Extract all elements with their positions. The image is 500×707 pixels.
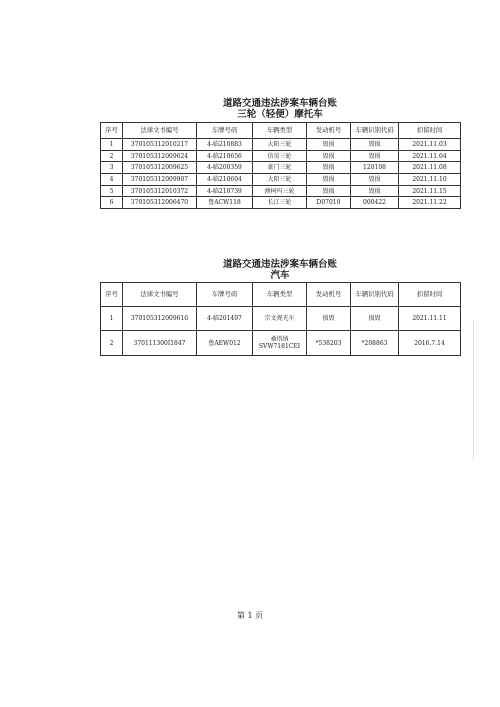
table-row	[101, 197, 461, 209]
table-cell: 4	[101, 174, 123, 186]
table-cell: 澳柯玛三轮	[253, 185, 307, 197]
table-cell: 370105312009907	[123, 174, 197, 186]
ledger-subtitle: 三轮（轻便）摩托车	[237, 109, 323, 120]
table-cell: 毁损	[351, 139, 399, 151]
table-cell: 宗文观光车	[253, 307, 307, 331]
table-cell: 2021.11.03	[399, 139, 461, 151]
header-cell: 序号	[101, 123, 123, 139]
car-ledger-table	[100, 282, 461, 356]
header-cell: 发动机号	[307, 123, 351, 139]
table-cell: 3	[101, 162, 123, 174]
table-cell: 370105312009616	[123, 307, 197, 331]
table-cell: 毁损	[351, 150, 399, 162]
table-cell: *538203	[307, 331, 351, 356]
table-cell: 2	[101, 150, 123, 162]
header-cell: 法律文书编号	[123, 283, 197, 307]
ledger-subtitle: 汽车	[270, 270, 290, 281]
table-cell: 2021.11.10	[399, 174, 461, 186]
table-cell: 4-临200359	[197, 162, 253, 174]
header-cell: 序号	[101, 283, 123, 307]
table-cell: 6	[101, 197, 123, 209]
table-cell: 大阳三轮	[253, 139, 307, 151]
table-cell: 损毁	[307, 307, 351, 331]
table-cell: 4-临210739	[197, 185, 253, 197]
header-cell: 发动机号	[307, 283, 351, 307]
header-cell: 车辆识别代码	[351, 123, 399, 139]
table-row	[101, 162, 461, 174]
table-cell: 2021.11.22	[399, 197, 461, 209]
table-cell: 4-临210604	[197, 174, 253, 186]
header-cell: 车牌号码	[197, 283, 253, 307]
table-cell: 毁损	[351, 185, 399, 197]
table-cell: 毁损	[307, 185, 351, 197]
vehicle-type-line: 桑塔纳	[270, 336, 289, 343]
table-cell: 1	[101, 139, 123, 151]
header-cell: 车辆识别代码	[351, 283, 399, 307]
header-cell: 扣留时间	[399, 283, 461, 307]
table-cell: 2021.11.11	[399, 307, 461, 331]
vehicle-type-line: SVW7181CEI	[258, 343, 301, 350]
table-row	[101, 185, 461, 197]
table-cell: 毁损	[351, 174, 399, 186]
table-row	[101, 174, 461, 186]
table-cell: 4-临210656	[197, 150, 253, 162]
table-cell: 毁损	[307, 150, 351, 162]
table-cell: 鲁ACW118	[197, 197, 253, 209]
table-cell: 370105312009624	[123, 150, 197, 162]
table-cell: 370105312009625	[123, 162, 197, 174]
table-cell: 2021.11.04	[399, 150, 461, 162]
table-cell: 370105312006470	[123, 197, 197, 209]
table-cell: 2	[101, 331, 123, 356]
table-cell: 2021.11.08	[399, 162, 461, 174]
header-cell: 车辆类型	[253, 283, 307, 307]
ledger-title: 道路交通违法涉案车辆台账	[222, 259, 337, 270]
header-cell: 车辆类型	[253, 123, 307, 139]
table-cell: 5	[101, 185, 123, 197]
table-cell: D07010	[307, 197, 351, 209]
table-row	[101, 150, 461, 162]
table-header-row	[101, 283, 461, 307]
table-cell: 豪门三轮	[253, 162, 307, 174]
ledger-title: 道路交通违法涉案车辆台账	[222, 98, 337, 109]
table-cell: 信昊三轮	[253, 150, 307, 162]
table-cell: 毁损	[307, 139, 351, 151]
table-cell: 4-临201497	[197, 307, 253, 331]
table-cell: 长江三轮	[253, 197, 307, 209]
table-cell: 2021.11.15	[399, 185, 461, 197]
table-cell: 鲁AEW012	[197, 331, 253, 356]
page-edge-line	[473, 320, 474, 460]
table-cell: 2016.7.14	[399, 331, 461, 356]
table-cell: 120108	[351, 162, 399, 174]
table-cell-vehicle-type	[253, 331, 307, 356]
header-cell: 车牌号码	[197, 123, 253, 139]
section-title-car	[100, 259, 460, 281]
table-cell: 毁损	[307, 174, 351, 186]
header-cell: 扣留时间	[399, 123, 461, 139]
table-row	[101, 139, 461, 151]
table-cell: 370111300I1847	[123, 331, 197, 356]
table-cell: 370105312010372	[123, 185, 197, 197]
table-cell: 毁损	[307, 162, 351, 174]
table-header-row	[101, 123, 461, 139]
table-cell: 370105312010217	[123, 139, 197, 151]
table-cell: 4-临210883	[197, 139, 253, 151]
table-row	[101, 331, 461, 356]
table-cell: 大阳三轮	[253, 174, 307, 186]
table-cell: *208863	[351, 331, 399, 356]
table-cell: 000422	[351, 197, 399, 209]
table-row	[101, 307, 461, 331]
table-cell: 1	[101, 307, 123, 331]
page-number: 第 1 页	[236, 611, 264, 620]
header-cell: 法律文书编号	[123, 123, 197, 139]
motorcycle-ledger-table	[100, 122, 461, 209]
section-title-motorcycle	[100, 98, 460, 120]
table-cell: 损毁	[351, 307, 399, 331]
